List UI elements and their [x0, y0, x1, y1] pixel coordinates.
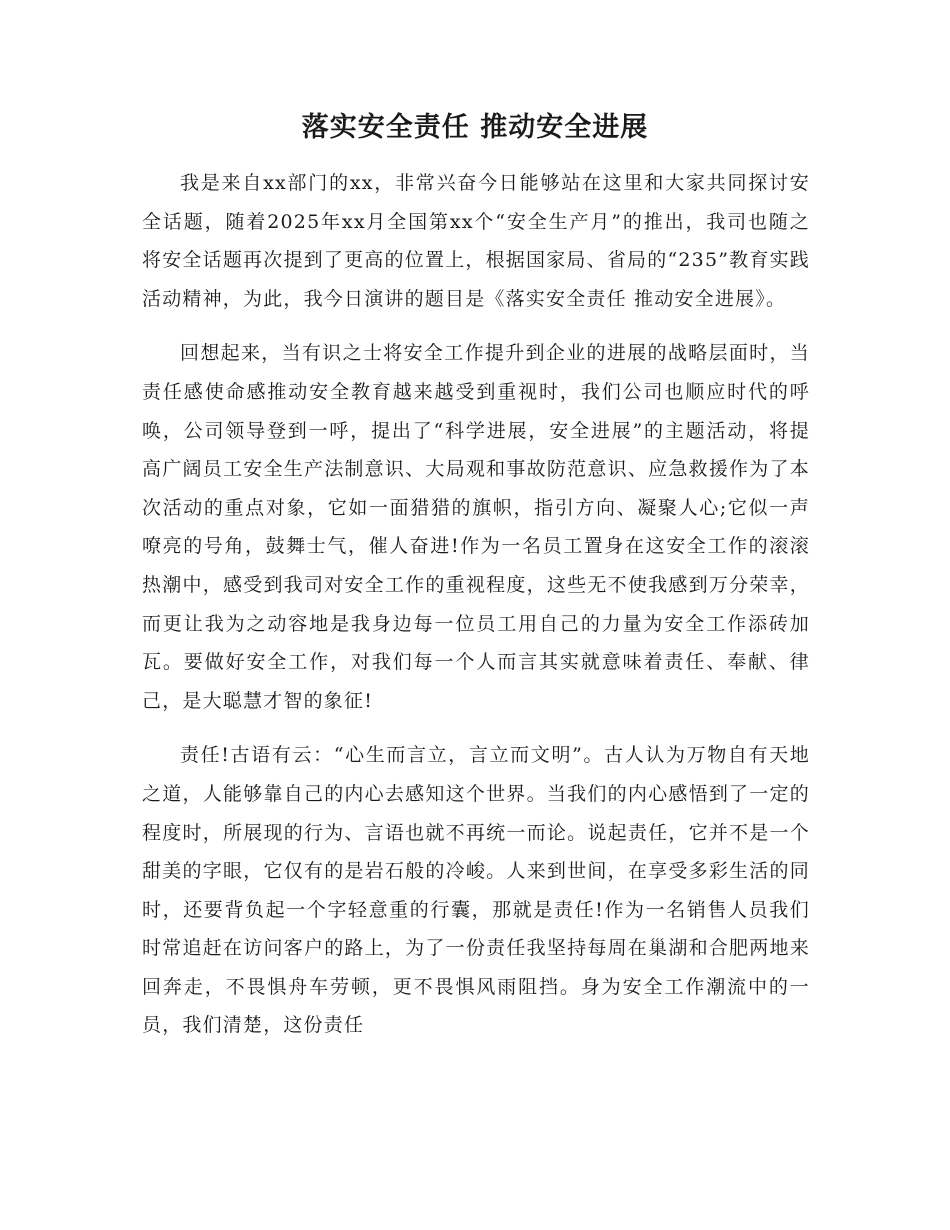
paragraph-responsibility: 责任!古语有云：“心生而言立，言立而文明”。古人认为万物自有天地之道，人能够靠自己的内心去感知这个世界。当我们的内心感悟到了一定的程度时，所展现的行为、言语也就不再统一而论。说起责任，它并不是一个甜美的字眼，它仅有的是岩石般的冷峻。人来到世间，在享受多彩生活的同时，还要背负起一个字轻意重的行囊，那就是责任!作为一名销售人员我们时常追赶在访问客户的路上，为了一份责任我坚持每周在巢湖和合肥两地来回奔走，不畏惧舟车劳顿，更不畏惧风雨阻挡。身为安全工作潮流中的一员，我们清楚，这份责任: [142, 744, 810, 1037]
document-body: [142, 164, 810, 1061]
paragraph-recollection: 回想起来，当有识之士将安全工作提升到企业的进展的战略层面时，当责任感使命感推动安全教育越来越受到重视时，我们公司也顺应时代的呼唤，公司领导登到一呼，提出了“科学进展，安全进展”的主题活动，将提高广阔员工安全生产法制意识、大局观和事故防范意识、应急救援作为了本次活动的重点对象，它如一面猎猎的旗帜，指引方向、凝聚人心;它似一声嘹亮的号角，鼓舞士气，催人奋进!作为一名员工置身在这安全工作的滚滚热潮中，感受到我司对安全工作的重视程度，这些无不使我感到万分荣幸，而更让我为之动容地是我身边每一位员工用自己的力量为安全工作添砖加瓦。要做好安全工作，对我们每一个人而言其实就意味着责任、奉献、律己，是大聪慧才智的象征!: [142, 342, 810, 712]
document-title: 落实安全责任 推动安全进展: [301, 112, 649, 143]
paragraph-intro: 我是来自xx部门的xx，非常兴奋今日能够站在这里和大家共同探讨安全话题，随着2025年xx月全国第xx个“安全生产月”的推出，我司也随之将安全话题再次提到了更高的位置上，根据国家局、省局的“235”教育实践活动精神，为此，我今日演讲的题目是《落实安全责任 推动安全进展》。: [142, 172, 810, 310]
